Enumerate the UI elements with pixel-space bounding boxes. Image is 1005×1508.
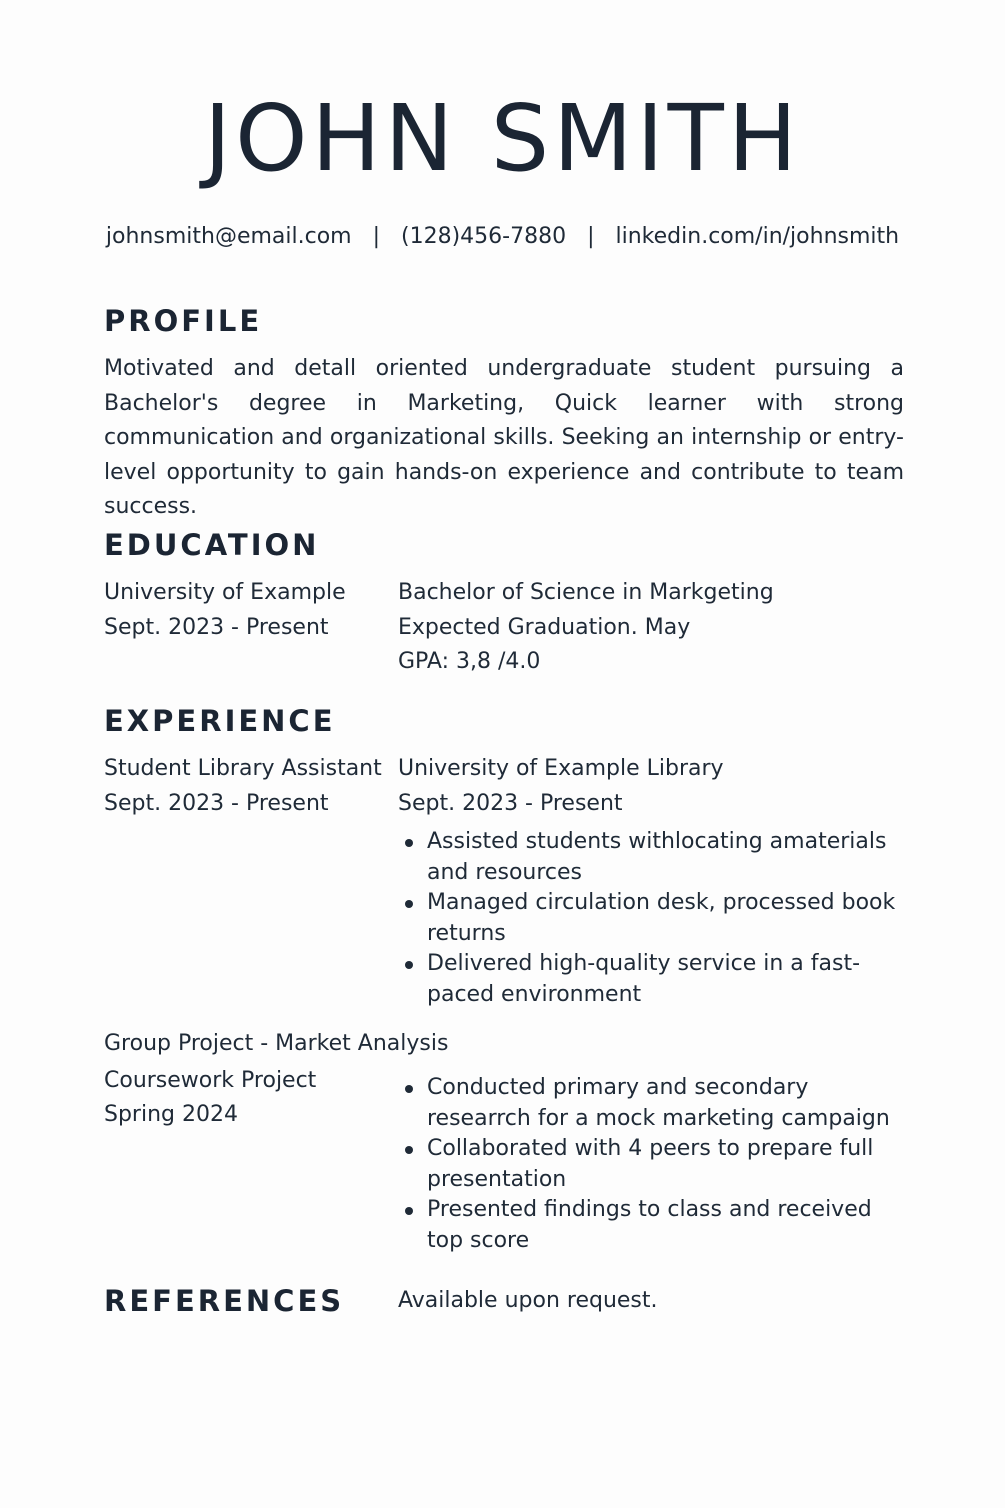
project-bullets — [398, 1073, 898, 1256]
job-organization: University of Example Library — [398, 756, 724, 781]
bullet-icon — [405, 1085, 413, 1093]
references-text: Available upon request. — [398, 1288, 658, 1313]
bullet-icon — [405, 1146, 413, 1154]
education-right — [398, 576, 774, 680]
gpa: GPA: 3,8 /4.0 — [398, 649, 541, 674]
bullet-icon — [405, 1207, 413, 1215]
degree: Bachelor of Science in Markgeting — [398, 580, 774, 605]
job-left — [104, 752, 382, 821]
candidate-name: JOHN SMITH — [203, 85, 802, 192]
bullet-icon — [405, 839, 413, 847]
profile-text: Motivated and detall oriented undergraduate student pursuing a Bachelor's degree in Marketing, Quick learner with strong communication and organizational skills. Seeking an internship or entry-level opportunity to gain hands-on experience and contribute to team success. — [104, 356, 904, 519]
bullet-icon — [405, 961, 413, 969]
list-item: Assisted students withlocating amaterials and resources — [398, 827, 898, 888]
list-item: Delivered high-quality service in a fast-paced environment — [398, 949, 898, 1010]
education-dates: Sept. 2023 - Present — [104, 614, 329, 640]
email-link[interactable]: johnsmith@email.com — [105, 224, 352, 249]
job-right — [398, 752, 724, 821]
job-dates: Sept. 2023 - Present — [104, 790, 329, 816]
contact-separator: | — [587, 224, 595, 249]
job-role: Student Library Assistant — [104, 756, 382, 781]
graduation: Expected Graduation. May — [398, 614, 691, 640]
references-heading: REFERENCES — [104, 1284, 345, 1318]
list-item: Managed circulation desk, processed book returns — [398, 888, 898, 949]
project-date: Spring 2024 — [104, 1102, 238, 1127]
experience-heading: EXPERIENCE — [104, 704, 336, 738]
list-item: Collaborated with 4 peers to prepare full presentation — [398, 1134, 898, 1195]
contact-line — [0, 224, 1005, 249]
profile-heading: PROFILE — [104, 304, 263, 338]
project-left — [104, 1027, 448, 1133]
school-name: University of Example — [104, 580, 346, 605]
project-title: Group Project - Market Analysis — [104, 1031, 449, 1056]
project-subtitle: Coursework Project — [104, 1067, 317, 1093]
education-left — [104, 576, 346, 645]
education-heading: EDUCATION — [104, 528, 320, 562]
list-item: Conducted primary and secondary researrch for a mock marketing campaign — [398, 1073, 898, 1134]
contact-separator: | — [372, 224, 381, 249]
linkedin-link[interactable]: linkedin.com/in/johnsmith — [615, 224, 900, 249]
job-bullets — [398, 827, 898, 1010]
bullet-icon — [405, 900, 413, 908]
list-item: Presented findings to class and received top score — [398, 1195, 898, 1256]
phone-number: (128)456-7880 — [401, 224, 567, 249]
job-dates: Sept. 2023 - Present — [398, 790, 623, 816]
